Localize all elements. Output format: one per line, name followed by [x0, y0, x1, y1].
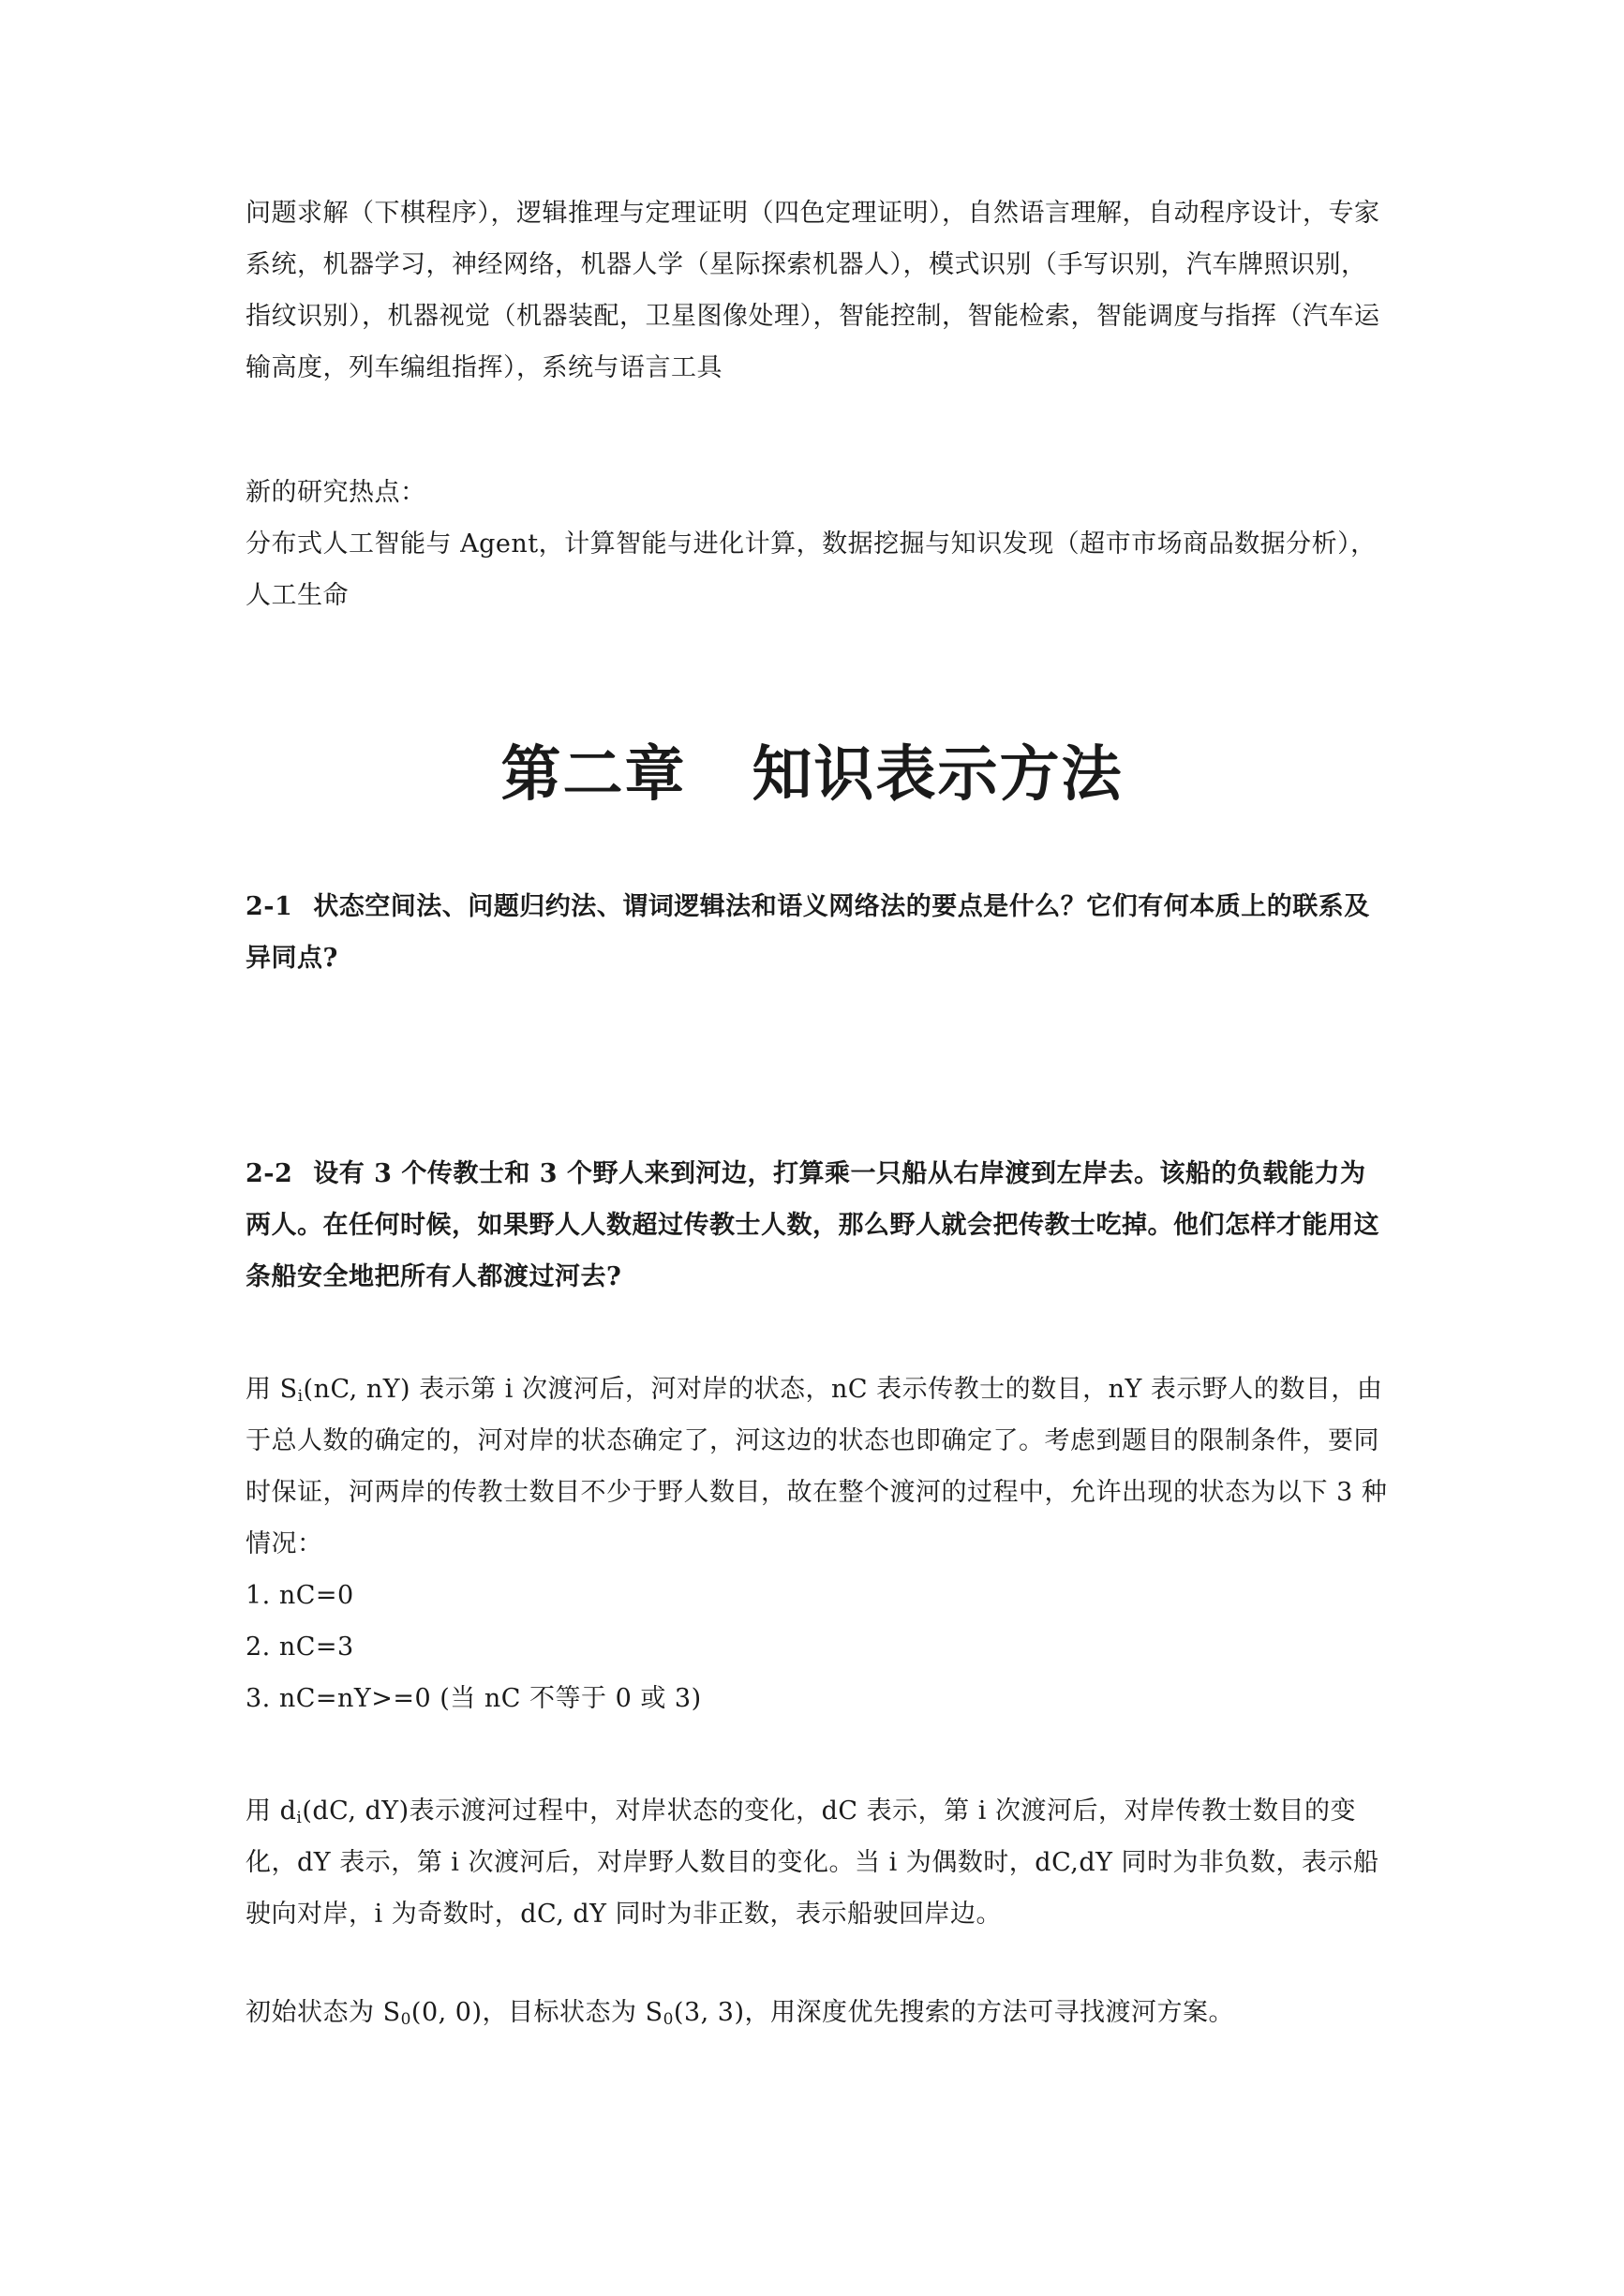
answer-initial-goal — [246, 1987, 1389, 2038]
answer-text: 用 d — [246, 1797, 297, 1826]
conditions-list — [246, 1570, 1389, 1724]
condition-item: 1. nC=0 — [246, 1581, 354, 1610]
hot-topics-label: 新的研究热点： — [246, 478, 426, 507]
condition-item: 2. nC=3 — [246, 1633, 354, 1662]
answer-text: 初始状态为 S — [246, 1998, 401, 2027]
question-text: 状态空间法、问题归约法、谓词逻辑法和语义网络法的要点是什么？它们有何本质上的联系及异同点? — [246, 892, 1370, 973]
subscript: 0 — [663, 2010, 674, 2029]
intro-paragraph: 问题求解（下棋程序），逻辑推理与定理证明（四色定理证明），自然语言理解，自动程序设计，专家系统，机器学习，神经网络，机器人学（星际探索机器人），模式识别（手写识别，汽车牌照识别，指纹识别），机器视觉（机器装配，卫星图像处理），智能控制，智能检索，智能调度与指挥（汽车运输高度，列车编组指挥），系统与语言工具 — [246, 199, 1380, 382]
answer-text: (nC, nY) 表示第 i 次渡河后，河对岸的状态，nC 表示传教士的数目，nY 表示野人的数目，由于总人数的确定的，河对岸的状态确定了，河这边的状态也即确定了。考虑到题目的限制条件，要同时保证，河两岸的传教士数目不少于野人数目，故在整个渡河的过程中，允许出现的状态为以下 3 种情况： — [246, 1375, 1388, 1558]
answer-text: (dC, dY)表示渡河过程中，对岸状态的变化，dC 表示，第 i 次渡河后，对岸传教士数目的变化，dY 表示，第 i 次渡河后，对岸野人数目的变化。当 i 为偶数时，dC,dY 同时为非负数，表示船驶向对岸，i 为奇数时，dC, dY 同时为非正数，表示船驶回岸边。 — [246, 1797, 1379, 1929]
question-number: 2-1 — [246, 892, 293, 921]
chapter-heading — [0, 726, 1624, 813]
question-2-2 — [246, 1148, 1389, 1303]
answer-text: (0, 0)，目标状态为 S — [410, 1998, 663, 2027]
chapter-title: 知识表示方法 — [752, 740, 1124, 810]
question-text: 设有 3 个传教士和 3 个野人来到河边，打算乘一只船从右岸渡到左岸去。该船的负载能力为两人。在任何时候，如果野人人数超过传教士人数，那么野人就会把传教士吃掉。他们怎样才能用这条船安全地把所有人都渡过河去? — [246, 1159, 1379, 1291]
subscript: i — [296, 1809, 303, 1827]
hot-topics-body: 分布式人工智能与 Agent，计算智能与进化计算，数据挖掘与知识发现（超市市场商品数据分析），人工生命 — [246, 529, 1377, 610]
question-number: 2-2 — [246, 1159, 293, 1188]
subscript: 0 — [400, 2010, 411, 2029]
answer-transition-definition — [246, 1785, 1389, 1940]
condition-item: 3. nC=nY>=0 (当 nC 不等于 0 或 3) — [246, 1684, 702, 1713]
chapter-number: 第二章 — [500, 740, 687, 810]
answer-text: 用 S — [246, 1375, 298, 1404]
answer-state-definition — [246, 1364, 1389, 1570]
answer-text: (3, 3)，用深度优先搜索的方法可寻找渡河方案。 — [673, 1998, 1235, 2027]
subscript: i — [297, 1387, 304, 1406]
question-2-1 — [246, 881, 1389, 984]
